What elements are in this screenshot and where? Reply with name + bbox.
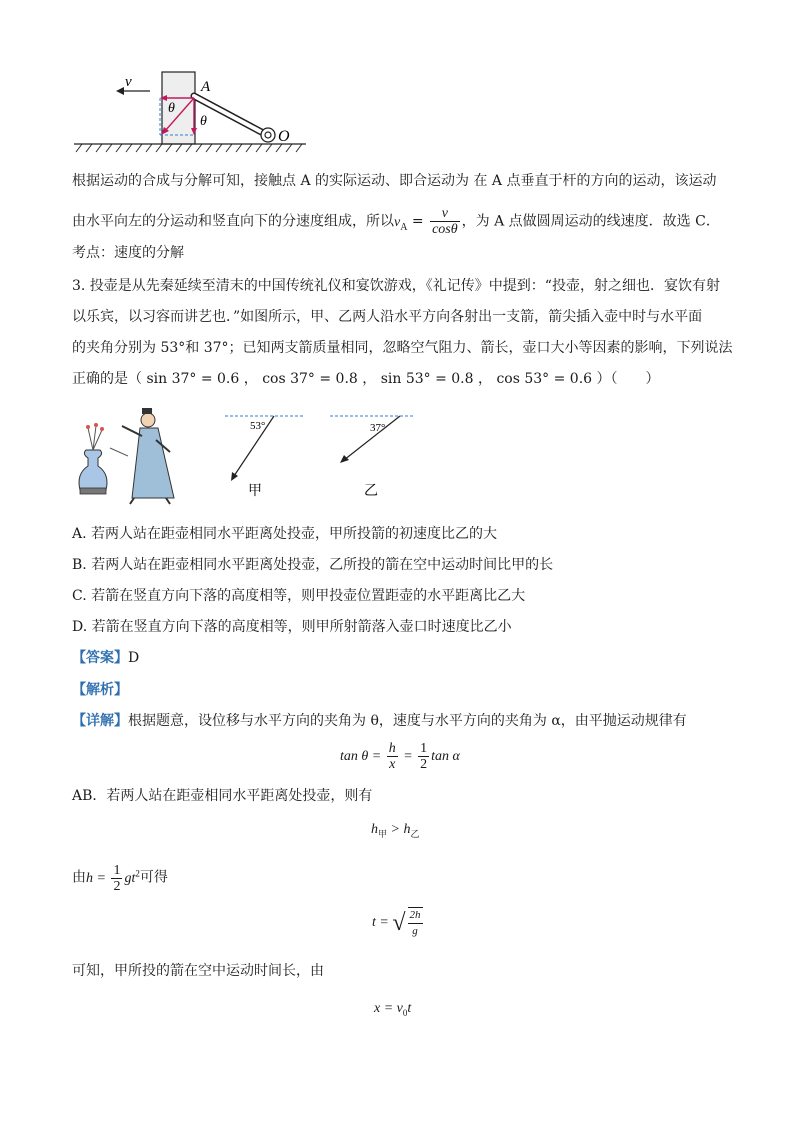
equation-tan: tan θ = $\frac{h}{x}$ = $\frac{1}{2}$ tan α bbox=[340, 741, 460, 773]
equation-t: t = √ $\frac{2h}{g}$ bbox=[372, 909, 421, 937]
option-a: A. 若两人站在距壶相同水平距离处投壶，甲所投箭的初速度比乙的大 bbox=[72, 526, 498, 542]
para1-line2 bbox=[72, 206, 720, 237]
para1-line2-post: ，为 A 点做圆周运动的线速度．故选 C． bbox=[461, 213, 720, 230]
detail-label: 【详解】 bbox=[72, 713, 128, 729]
option-d: D. 若箭在竖直方向下落的高度相等，则甲所射箭落入壶口时速度比乙小 bbox=[72, 619, 512, 635]
angle-yi: 37° bbox=[370, 422, 386, 434]
velocity-arrowhead bbox=[116, 87, 124, 95]
para1-line1: 根据运动的合成与分解可知，接触点 A 的实际运动、即合运动为 在 A 点垂直于杆的方向的运动，该运动 bbox=[72, 173, 717, 189]
label-A: A bbox=[201, 79, 211, 95]
figure-touhu bbox=[70, 400, 430, 510]
detail-line bbox=[72, 711, 687, 731]
equation-x: $x = v_0t$ bbox=[374, 1001, 412, 1018]
from-h-line: 由h = $\frac{1}{2}$ $gt^2$可得 bbox=[72, 862, 168, 894]
block bbox=[162, 72, 195, 144]
formula-frac: $\frac{v}{\cos\theta}$ bbox=[432, 206, 458, 237]
label-O: O bbox=[278, 128, 290, 145]
q3-line1: 3. 投壶是从先秦延续至清末的中国传统礼仪和宴饮游戏，《礼记传》中提到：“投壶，射之细也．宴饮有射 bbox=[72, 278, 720, 294]
formula-eq: = bbox=[407, 213, 429, 230]
label-theta-1: θ bbox=[168, 101, 175, 116]
person-illustration bbox=[110, 408, 174, 504]
ground-hatch bbox=[76, 144, 302, 152]
label-theta-2: θ bbox=[200, 114, 207, 129]
kaodian: 考点：速度的分解 bbox=[72, 245, 184, 261]
option-b: B. 若两人站在距壶相同水平距离处投壶，乙所投的箭在空中运动时间比甲的长 bbox=[72, 557, 554, 573]
vase-illustration bbox=[79, 423, 107, 494]
figure-rod-block bbox=[70, 64, 310, 160]
answer-label: 【答案】 bbox=[72, 650, 128, 666]
option-c: C. 若箭在竖直方向下落的高度相等，则甲投壶位置距壶的水平距离比乙大 bbox=[72, 588, 526, 604]
analysis-line bbox=[72, 680, 128, 700]
label-jia: 甲 bbox=[248, 484, 262, 499]
ab-line: AB．若两人站在距壶相同水平距离处投壶，则有 bbox=[72, 788, 373, 804]
analysis-label: 【解析】 bbox=[72, 682, 128, 698]
answer-value: D bbox=[128, 650, 140, 666]
equation-h-compare: $h_甲 > h_乙$ bbox=[371, 822, 420, 839]
formula-vA: $v_A$ bbox=[394, 214, 408, 233]
label-yi: 乙 bbox=[364, 484, 378, 499]
arrow-yi-head bbox=[340, 455, 349, 463]
angle-jia: 53° bbox=[250, 420, 266, 432]
q3-line2: 以乐宾，以习容而讲艺也．”如图所示，甲、乙两人沿水平方向各射出一支箭，箭尖插入壶中时与水平面 bbox=[72, 309, 703, 325]
pivot-inner bbox=[265, 132, 271, 138]
conclusion-line: 可知，甲所投的箭在空中运动时间长，由 bbox=[72, 963, 324, 979]
arrow-jia-head bbox=[231, 472, 238, 481]
q3-line3: 的夹角分别为 53°和 37°；已知两支箭质量相同，忽略空气阻力、箭长，壶口大小等因素的影响，下列说法 bbox=[72, 340, 733, 356]
answer-line bbox=[72, 648, 139, 668]
label-v: v bbox=[125, 74, 132, 90]
detail-text: 根据题意，设位移与水平方向的夹角为 θ，速度与水平方向的夹角为 α，由平抛运动规律有 bbox=[128, 713, 687, 729]
para1-line2-pre: 由水平向左的分运动和竖直向下的分速度组成，所以 bbox=[72, 213, 394, 230]
q3-line4: 正确的是（ sin 37° = 0.6 ， cos 37° = 0.8 ， sin 53° = 0.8 ， cos 53° = 0.6 ）（ ） bbox=[72, 371, 660, 387]
